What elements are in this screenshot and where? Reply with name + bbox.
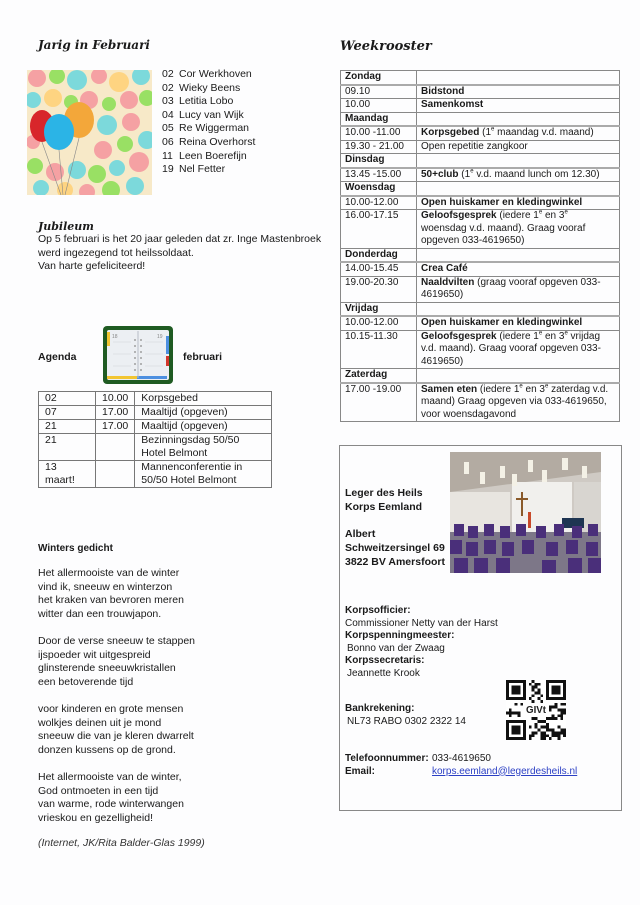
schedule-time: 10.00 -11.00 xyxy=(341,126,417,140)
address-line: Schweitzersingel 69 xyxy=(345,542,445,554)
agenda-date: 13 maart! xyxy=(39,461,96,488)
bank-value: NL73 RABO 0302 2322 14 xyxy=(347,715,466,727)
weekday-name: Zaterdag xyxy=(341,369,417,383)
schedule-row xyxy=(341,85,620,99)
poem-line: een betoverende tijd xyxy=(38,675,134,688)
agenda-time: 10.00 xyxy=(96,392,135,406)
agenda-row xyxy=(39,406,272,420)
poem-line: donzen kussens op de grond. xyxy=(38,743,176,756)
agenda-time: 17.00 xyxy=(96,406,135,420)
agenda-label: Agenda xyxy=(38,351,77,363)
schedule-time: 14.00-15.45 xyxy=(341,262,417,276)
weekday-blank xyxy=(417,112,620,126)
poem-line: ijspoeder wit uitgespreid xyxy=(38,648,151,661)
church-hall-photo xyxy=(450,452,601,573)
agenda-row xyxy=(39,392,272,406)
organization-name xyxy=(345,486,423,514)
birthday-name: Wieky Beens xyxy=(179,81,241,94)
poem-line: God ontmoeten in een tijd xyxy=(38,784,159,797)
weekday-row xyxy=(341,182,620,196)
schedule-time: 10.00-12.00 xyxy=(341,316,417,330)
schedule-time: 19.00-20.30 xyxy=(341,276,417,302)
poem-line: van warme, rode winterwangen xyxy=(38,798,184,811)
planner-icon xyxy=(103,326,173,384)
staff-person: Bonno van der Zwaag xyxy=(347,642,445,654)
birthday-list xyxy=(162,68,255,177)
schedule-activity xyxy=(417,383,620,422)
agenda-event: Korpsgebed xyxy=(135,392,272,406)
agenda-date: 02 xyxy=(39,392,96,406)
address-line: 3822 BV Amersfoort xyxy=(345,556,445,568)
schedule-row xyxy=(341,140,620,154)
weekrooster-title: Weekrooster xyxy=(340,39,432,54)
poem-body xyxy=(38,567,195,839)
schedule-row xyxy=(341,126,620,140)
activity-name: Naaldvilten xyxy=(421,276,475,288)
activity-details: Open repetitie zangkoor xyxy=(421,140,528,152)
schedule-row xyxy=(341,276,620,302)
staff-role: Korpspenningmeester: xyxy=(345,630,455,641)
schedule-row xyxy=(341,168,620,182)
activity-name: Crea Café xyxy=(421,263,468,274)
schedule-row xyxy=(341,210,620,249)
birthday-name: Leen Boerefijn xyxy=(179,149,247,162)
birthday-item xyxy=(162,150,255,164)
phone-label: Telefoonnummer: xyxy=(345,753,429,764)
weekday-row xyxy=(341,302,620,316)
schedule-activity xyxy=(417,99,620,113)
weekday-blank xyxy=(417,369,620,383)
weekday-blank xyxy=(417,154,620,168)
weekday-name: Woensdag xyxy=(341,182,417,196)
poem-line: Het allermooiste van de winter xyxy=(38,567,180,579)
email-link[interactable]: korps.eemland@legerdesheils.nl xyxy=(432,765,578,777)
activity-details: (iedere 1e en 3e zaterdag v.d. maand) Graag opgeven via 033-4619650, voor woensdagavond xyxy=(421,383,609,420)
weekday-blank xyxy=(417,248,620,262)
schedule-activity xyxy=(417,85,620,99)
schedule-activity xyxy=(417,210,620,249)
qr-label: GIVt xyxy=(526,705,546,717)
agenda-time xyxy=(96,434,135,461)
birthdays-title: Jarig in Februari xyxy=(38,38,150,52)
birthday-item xyxy=(162,109,255,123)
birthday-day: 19 xyxy=(162,163,174,176)
activity-name: Bidstond xyxy=(421,85,465,97)
organization-line: Korps Eemland xyxy=(345,501,423,513)
birthday-item xyxy=(162,136,255,150)
givt-qr-code[interactable] xyxy=(506,680,566,740)
activity-name: Open huiskamer en kledingwinkel xyxy=(421,317,583,328)
birthday-day: 02 xyxy=(162,68,174,80)
activity-details: (1e v.d. maand lunch om 12.30) xyxy=(458,168,600,180)
activity-name: Samenkomst xyxy=(421,99,484,110)
activity-details: (iedere 1e en 3e vrijdag v.d. maand). Graag vooraf opgeven 033-4619650) xyxy=(421,330,601,367)
schedule-time: 19.30 - 21.00 xyxy=(341,140,417,154)
schedule-row xyxy=(341,383,620,422)
planner-page-right: 19 xyxy=(157,334,163,340)
birthday-day: 03 xyxy=(162,95,174,108)
weekday-row xyxy=(341,71,620,85)
schedule-time: 13.45 -15.00 xyxy=(341,168,417,182)
agenda-date: 21 xyxy=(39,434,96,461)
contact-info xyxy=(345,753,577,778)
schedule-time: 16.00-17.15 xyxy=(341,210,417,249)
weekday-name: Dinsdag xyxy=(341,154,417,168)
schedule-activity xyxy=(417,316,620,330)
schedule-row xyxy=(341,99,620,113)
poem-line: Door de verse sneeuw te stappen xyxy=(38,634,196,647)
agenda-table xyxy=(38,391,272,488)
agenda-event: Mannenconferentie in 50/50 Hotel Belmont xyxy=(135,461,272,488)
birthday-day: 02 xyxy=(162,81,174,94)
staff-person: Commissioner Netty van der Harst xyxy=(345,617,498,629)
weekday-blank xyxy=(417,182,620,196)
poem-stanza xyxy=(38,635,195,689)
agenda-time: 17.00 xyxy=(96,420,135,434)
agenda-date: 21 xyxy=(39,420,96,434)
agenda-date: 07 xyxy=(39,406,96,420)
poem-line: sneeuw die van je kleren dwarrelt xyxy=(38,730,194,743)
schedule-time: 10.00-12.00 xyxy=(341,196,417,210)
email-label: Email: xyxy=(345,765,376,777)
poem-line: glinsterende sneeuwkristallen xyxy=(38,662,176,675)
poem-line: wolkjes deinen uit je mond xyxy=(38,716,162,729)
jubileum-line: Van harte gefeliciteerd! xyxy=(38,260,146,272)
agenda-row xyxy=(39,434,272,461)
birthday-item xyxy=(162,95,255,109)
activity-name: Samen eten xyxy=(421,383,478,395)
address xyxy=(345,527,445,569)
agenda-event: Bezinningsdag 50/50 Hotel Belmont xyxy=(135,434,272,461)
schedule-row xyxy=(341,316,620,330)
poem-stanza xyxy=(38,703,195,757)
jubileum-title: Jubileum xyxy=(38,220,94,233)
agenda-event: Maaltijd (opgeven) xyxy=(135,420,272,434)
poem-line: witter dan een trouwjapon. xyxy=(38,607,162,620)
agenda-event: Maaltijd (opgeven) xyxy=(135,406,272,420)
poem-stanza xyxy=(38,567,195,621)
organization-line: Leger des Heils xyxy=(345,487,423,499)
schedule-activity xyxy=(417,276,620,302)
birthday-name: Letitia Lobo xyxy=(179,95,234,108)
activity-name: Korpsgebed xyxy=(421,127,480,138)
schedule-time: 09.10 xyxy=(341,85,417,99)
weekrooster-table xyxy=(340,70,620,422)
activity-details: (graag vooraf opgeven 033-4619650) xyxy=(421,276,601,300)
activity-details: (iedere 1e en 3e woensdag v.d. maand). Graag vooraf opgeven 033-4619650) xyxy=(421,209,586,246)
poem-line: voor kinderen en grote mensen xyxy=(38,702,184,715)
weekday-row xyxy=(341,112,620,126)
agenda-row xyxy=(39,461,272,488)
birthday-name: Nel Fetter xyxy=(179,163,226,176)
birthday-name: Cor Werkhoven xyxy=(179,68,252,80)
birthday-day: 06 xyxy=(162,135,174,148)
schedule-activity xyxy=(417,168,620,182)
birthday-day: 05 xyxy=(162,122,174,135)
address-line: Albert xyxy=(345,528,376,540)
planner-page-left: 18 xyxy=(112,334,118,340)
weekday-name: Maandag xyxy=(341,112,417,126)
birthday-item xyxy=(162,68,255,82)
schedule-activity xyxy=(417,330,620,369)
agenda-row xyxy=(39,420,272,434)
birthday-item xyxy=(162,163,255,177)
birthday-item xyxy=(162,122,255,136)
jubileum-text xyxy=(38,233,328,274)
birthday-day: 04 xyxy=(162,108,174,121)
weekday-name: Zondag xyxy=(341,71,417,85)
schedule-activity xyxy=(417,126,620,140)
email-row xyxy=(345,766,577,779)
schedule-row xyxy=(341,196,620,210)
schedule-time: 17.00 -19.00 xyxy=(341,383,417,422)
staff-role: Korpssecretaris: xyxy=(345,655,425,666)
jubileum-line: Op 5 februari is het 20 jaar geleden dat zr. Inge Mastenbroek xyxy=(38,233,322,245)
staff-list xyxy=(345,605,498,680)
activity-name: Geloofsgesprek xyxy=(421,330,497,342)
phone-row xyxy=(345,753,577,766)
weekday-name: Donderdag xyxy=(341,248,417,262)
jubileum-line: werd ingezegend tot heilssoldaat. xyxy=(38,246,194,259)
bank-label: Bankrekening: xyxy=(345,703,415,714)
activity-name: Geloofsgesprek xyxy=(421,210,497,221)
agenda-month: februari xyxy=(183,351,223,363)
weekday-row xyxy=(341,369,620,383)
poem-line: vind ik, sneeuw en winterzon xyxy=(38,580,173,593)
schedule-activity xyxy=(417,196,620,210)
birthday-name: Lucy van Wijk xyxy=(179,108,244,121)
schedule-activity xyxy=(417,262,620,276)
activity-name: 50+club xyxy=(421,168,459,180)
birthday-name: Reina Overhorst xyxy=(179,135,256,148)
birthday-name: Re Wiggerman xyxy=(179,122,250,135)
poem-line: het kraken van bevroren meren xyxy=(38,594,184,607)
schedule-row xyxy=(341,262,620,276)
birthday-item xyxy=(162,82,255,96)
poem-line: vrieskou en gezelligheid! xyxy=(38,811,153,824)
weekday-blank xyxy=(417,302,620,316)
poem-stanza xyxy=(38,771,195,825)
weekday-row xyxy=(341,248,620,262)
poem-credit: (Internet, JK/Rita Balder-Glas 1999) xyxy=(38,837,205,849)
staff-role: Korpsofficier: xyxy=(345,605,411,616)
schedule-activity xyxy=(417,140,620,154)
schedule-time: 10.00 xyxy=(341,99,417,113)
agenda-time xyxy=(96,461,135,488)
activity-details: (1e maandag v.d. maand) xyxy=(479,126,594,138)
schedule-row xyxy=(341,330,620,369)
staff-person: Jeannette Krook xyxy=(347,667,420,679)
activity-name: Open huiskamer en kledingwinkel xyxy=(421,196,583,208)
weekday-blank xyxy=(417,71,620,85)
balloons-image xyxy=(27,70,152,195)
bank-account xyxy=(345,703,466,728)
weekday-name: Vrijdag xyxy=(341,302,417,316)
phone-value: 033-4619650 xyxy=(432,753,491,764)
birthday-day: 11 xyxy=(162,149,173,162)
poem-title: Winters gedicht xyxy=(38,543,113,554)
poem-line: Het allermooiste van de winter, xyxy=(38,770,182,783)
schedule-time: 10.15-11.30 xyxy=(341,330,417,369)
weekday-row xyxy=(341,154,620,168)
